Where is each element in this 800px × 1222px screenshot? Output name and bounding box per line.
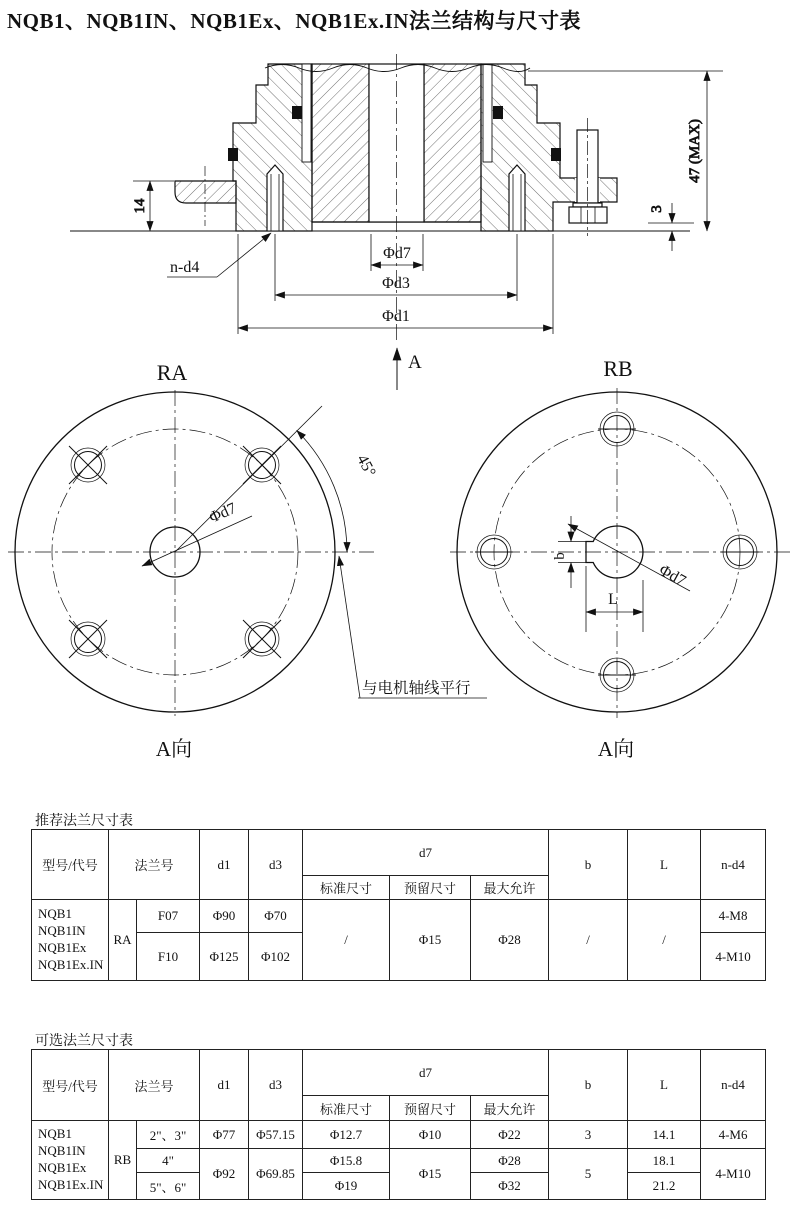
t2-model-2: NQB1Ex <box>38 1160 87 1175</box>
t2-h-model: 型号/代号 <box>32 1050 109 1121</box>
t2-r1-b: 3 <box>549 1121 628 1149</box>
t1-h-L: L <box>628 830 701 900</box>
t2-r3-std: Φ19 <box>303 1173 390 1200</box>
t2-r1-L: 14.1 <box>628 1121 701 1149</box>
t1-h-model: 型号/代号 <box>32 830 109 900</box>
t1-h-d7: d7 <box>303 830 549 876</box>
t2-r1-res: Φ10 <box>390 1121 471 1149</box>
t2-h-flange: 法兰号 <box>109 1050 200 1121</box>
ra-callout: 与电机轴线平行 <box>362 680 471 697</box>
t2-r1-d3: Φ57.15 <box>249 1121 303 1149</box>
ra-view <box>8 360 487 761</box>
flange-bolt-right <box>509 165 525 231</box>
ra-title: RA <box>156 360 188 385</box>
t2-r2-d3: Φ69.85 <box>249 1149 303 1200</box>
t2-r2-d1: Φ92 <box>200 1149 249 1200</box>
t1-res: Φ15 <box>390 900 471 981</box>
dim-47max: 47 (MAX) <box>687 119 703 183</box>
dim-14: 14 <box>132 198 148 214</box>
t1-r1-d3: Φ70 <box>249 900 303 933</box>
recommended-flange-table <box>31 829 766 981</box>
t1-r2-nd4: 4-M10 <box>701 933 766 981</box>
t2-h-std: 标准尺寸 <box>303 1096 390 1121</box>
t1-model-3: NQB1Ex.IN <box>38 956 104 972</box>
t2-model-0: NQB1 <box>38 1126 72 1142</box>
t2-r1-std: Φ12.7 <box>303 1121 390 1149</box>
t1-model-0: NQB1 <box>38 906 72 922</box>
t2-r2-max: Φ28 <box>471 1149 549 1173</box>
bearing-gap-left <box>302 64 311 162</box>
t2-r2-res: Φ15 <box>390 1149 471 1200</box>
t2-r3-L: 21.2 <box>628 1173 701 1200</box>
t1-models <box>32 900 109 981</box>
rb-d7-label: Φd7 <box>656 561 689 590</box>
rb-L-label: L <box>608 591 618 608</box>
hub-right <box>424 64 481 222</box>
t1-std: / <box>303 900 390 981</box>
t1-L: / <box>628 900 701 981</box>
cross-section-view <box>70 54 723 340</box>
rb-title: RB <box>603 356 633 381</box>
flange-bolt-left <box>267 165 283 231</box>
t2-r3-flange: 5"、6" <box>137 1173 200 1200</box>
t2-models <box>32 1121 109 1200</box>
t2-h-L: L <box>628 1050 701 1121</box>
table2-caption: 可选法兰尺寸表 <box>35 1034 133 1049</box>
t2-group: RB <box>109 1121 137 1200</box>
t1-r1-d1: Φ90 <box>200 900 249 933</box>
t1-h-b: b <box>549 830 628 900</box>
dim-d3: Φd3 <box>382 275 410 292</box>
t1-r2-d1: Φ125 <box>200 933 249 981</box>
dim-d7: Φd7 <box>383 245 411 262</box>
t2-r2-b: 5 <box>549 1149 628 1200</box>
t1-h-flange: 法兰号 <box>109 830 200 900</box>
t1-h-res: 预留尺寸 <box>390 876 471 900</box>
ra-view-label: A向 <box>155 737 193 761</box>
t2-h-b: b <box>549 1050 628 1121</box>
t2-r3-max: Φ32 <box>471 1173 549 1200</box>
t1-model-2: NQB1Ex <box>38 940 87 955</box>
t1-group: RA <box>109 900 137 981</box>
t2-r2-L: 18.1 <box>628 1149 701 1173</box>
t1-h-nd4: n-d4 <box>701 830 766 900</box>
hub-left <box>312 64 369 222</box>
t1-model-1: NQB1IN <box>38 923 86 939</box>
t2-h-d3: d3 <box>249 1050 303 1121</box>
rb-view <box>450 356 790 761</box>
label-nd4: n-d4 <box>170 259 200 276</box>
page-title: NQB1、NQB1IN、NQB1Ex、NQB1Ex.IN法兰结构与尺寸表 <box>7 9 581 33</box>
bearing-gap-right <box>483 64 492 162</box>
t1-r2-d3: Φ102 <box>249 933 303 981</box>
motor-plate <box>175 181 236 203</box>
view-arrow-label: A <box>408 352 422 373</box>
t2-h-d7: d7 <box>303 1050 549 1096</box>
t1-r1-nd4: 4-M8 <box>701 900 766 933</box>
t2-r2-flange: 4" <box>137 1149 200 1173</box>
hex-bolt <box>569 118 607 236</box>
t2-model-1: NQB1IN <box>38 1143 86 1159</box>
t2-h-max: 最大允许 <box>471 1096 549 1121</box>
rb-view-label: A向 <box>597 737 635 761</box>
t2-h-nd4: n-d4 <box>701 1050 766 1121</box>
t2-h-d1: d1 <box>200 1050 249 1121</box>
t1-r2-flange: F10 <box>137 933 200 981</box>
dim-3: 3 <box>649 205 665 213</box>
t2-r1-nd4: 4-M6 <box>701 1121 766 1149</box>
t2-r1-max: Φ22 <box>471 1121 549 1149</box>
ra-angle-label: 45° <box>353 452 379 480</box>
optional-flange-table <box>31 1049 766 1200</box>
t2-r1-d1: Φ77 <box>200 1121 249 1149</box>
t2-h-res: 预留尺寸 <box>390 1096 471 1121</box>
t2-r1-flange: 2"、3" <box>137 1121 200 1149</box>
t1-h-d1: d1 <box>200 830 249 900</box>
dim-d1: Φd1 <box>382 308 410 325</box>
t1-h-d3: d3 <box>249 830 303 900</box>
t1-h-std: 标准尺寸 <box>303 876 390 900</box>
rb-b-label: b <box>552 552 568 560</box>
t2-r2-nd4: 4-M10 <box>701 1149 766 1200</box>
t1-r1-flange: F07 <box>137 900 200 933</box>
table1-caption: 推荐法兰尺寸表 <box>35 814 133 829</box>
t2-model-3: NQB1Ex.IN <box>38 1176 104 1192</box>
t1-h-max: 最大允许 <box>471 876 549 900</box>
t2-r2-std: Φ15.8 <box>303 1149 390 1173</box>
ra-d7-label: Φd7 <box>206 499 239 527</box>
t1-max: Φ28 <box>471 900 549 981</box>
t1-b: / <box>549 900 628 981</box>
